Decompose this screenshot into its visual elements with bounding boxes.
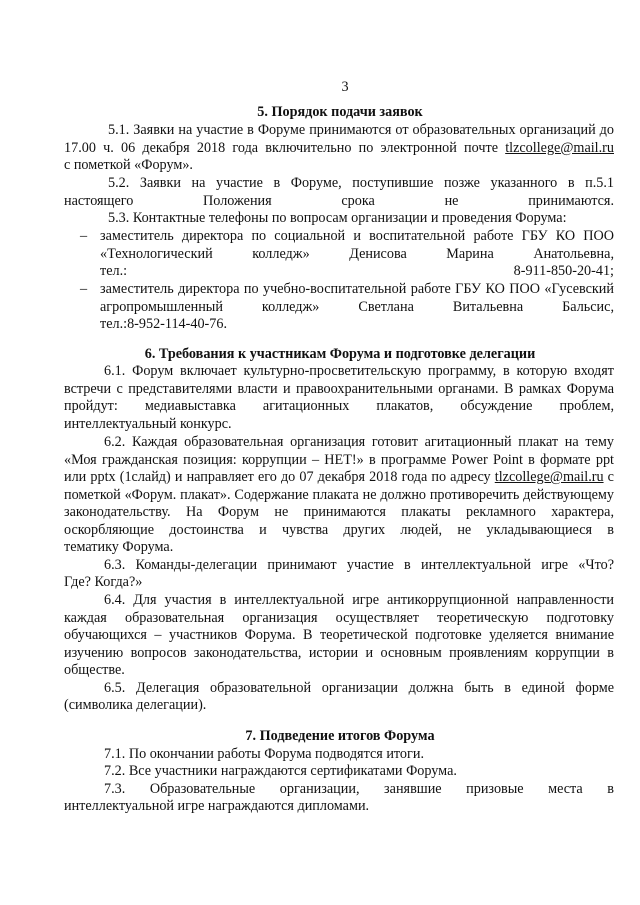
paragraph-6-2-text: 6.2. Каждая образовательная организация готовит агитационный плакат на тему «Моя гражданская позиция: коррупции – НЕТ!» в программе Power Point в формате ppt или pptx (1слайд) и направляет его до 07 декабря 2018 года по адресу	[64, 434, 614, 485]
contact-1-dash: –	[80, 228, 88, 244]
paragraph-6-3: 6.3. Команды-делегации принимают участие в интеллектуальной игре «Что?	[104, 557, 614, 573]
page-number: 3	[341, 79, 349, 95]
email-link-2[interactable]: tlzcollege@mail.ru	[494, 469, 604, 485]
paragraph-7-1: 7.1. По окончании работы Форума подводятся итоги.	[104, 746, 424, 762]
paragraph-6-2-tail: тематику Форума.	[64, 539, 174, 555]
paragraph-6-5: 6.5. Делегация образовательной организации должна быть в единой форме	[104, 680, 614, 696]
paragraph-5-1-tail: с пометкой «Форум».	[64, 157, 193, 173]
contact-1-text: заместитель директора по социальной и воспитательной работе ГБУ КО ПОО «Технологический колледж» Денисова Марина Анатольевна,	[100, 228, 614, 262]
contact-2-dash: –	[80, 281, 88, 297]
paragraph-6-5-tail: (символика делегации).	[64, 697, 207, 713]
section-6-heading: 6. Требования к участникам Форума и подготовке делегации	[144, 346, 536, 362]
paragraph-6-2-rest: с пометкой «Форум. плакат». Содержание плаката не должно противоречить действующему законодательству. На Форум не принимаются плакаты рекламного характера, оскорбляющие достоинства и чувства других людей, не укладывающиеся в	[64, 469, 614, 538]
paragraph-5-2: 5.2. Заявки на участие в Форуме, поступившие позже указанного в п.5.1 настоящего Положения срока не принимаются.	[64, 175, 614, 209]
paragraph-6-3-tail: Где? Когда?»	[64, 574, 143, 590]
paragraph-6-1: 6.1. Форум включает культурно-просветительскую программу, в которую входят встречи с представителями власти и правоохранительными органами. В рамках Форума пройдут: медиавыставка агитационных плакатов, обсуждение проблем,	[64, 363, 614, 414]
section-7-heading: 7. Подведение итогов Форума	[245, 728, 435, 744]
paragraph-6-1-tail: интеллектуальный конкурс.	[64, 416, 232, 432]
paragraph-6-4-tail: обществе.	[64, 662, 125, 678]
email-link[interactable]: tlzcollege@mail.ru	[505, 139, 614, 156]
contact-2-text: заместитель директора по учебно-воспитательной работе ГБУ КО ПОО «Гусевский агропромышленный колледж» Светлана Витальевна Бальсис,	[100, 281, 614, 315]
paragraph-7-2: 7.2. Все участники награждаются сертификатами Форума.	[104, 763, 457, 779]
paragraph-7-3-tail: интеллектуальной игре награждаются дипломами.	[64, 798, 370, 814]
paragraph-5-3: 5.3. Контактные телефоны по вопросам организации и проведения Форума:	[108, 210, 567, 226]
section-5-heading: 5. Порядок подачи заявок	[257, 104, 423, 120]
paragraph-6-4: 6.4. Для участия в интеллектуальной игре антикоррупционной направленности каждая образовательная организация осуществляет теоретическую подготовку обучающихся – участников Форума. В теоретической подготовке уделяется внимание изучению вопросов законодательства, истории и основным проявлениям коррупции в	[64, 592, 614, 661]
contact-2-phone: тел.:8-952-114-40-76.	[100, 316, 228, 332]
contact-1-phone: тел.: 8-911-850-20-41;	[100, 263, 614, 279]
paragraph-5-1-text: 5.1. Заявки на участие в Форуме принимаются от образовательных организаций до 17.00 ч. 06 декабря 2018 года включительно по электронной почте	[64, 122, 614, 156]
paragraph-7-3: 7.3. Образовательные организации, занявшие призовые места в	[104, 781, 614, 797]
